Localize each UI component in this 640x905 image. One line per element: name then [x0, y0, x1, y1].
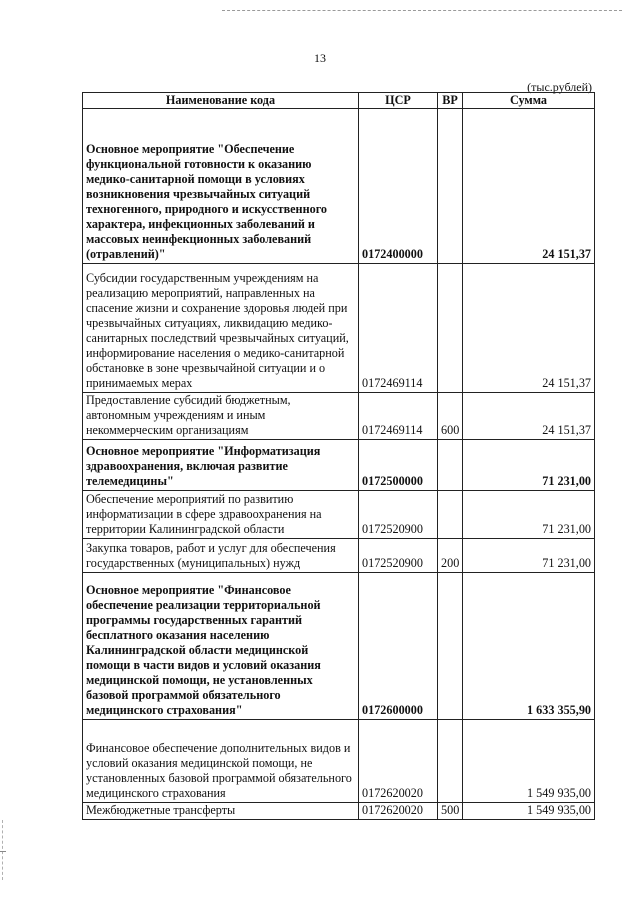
- cell-vr: [438, 264, 463, 393]
- cell-vr: [438, 573, 463, 720]
- cell-vr: 500: [438, 803, 463, 820]
- cell-sum: 24 151,37: [463, 264, 595, 393]
- cell-name: Закупка товаров, работ и услуг для обеспечения государственных (муниципальных) нужд: [83, 539, 359, 573]
- budget-table: [82, 92, 595, 820]
- cell-sum: 24 151,37: [463, 109, 595, 264]
- cell-csr: 0172400000: [359, 109, 438, 264]
- header-sum: Сумма: [463, 93, 595, 109]
- cell-csr: 0172520900: [359, 491, 438, 539]
- table-row: [83, 491, 595, 539]
- top-scan-rule: [222, 10, 622, 11]
- cell-csr: 0172600000: [359, 573, 438, 720]
- table-row: [83, 393, 595, 440]
- header-name: Наименование кода: [83, 93, 359, 109]
- cell-csr: 0172469114: [359, 264, 438, 393]
- table-row: [83, 539, 595, 573]
- units-label: (тыс.рублей): [527, 80, 592, 94]
- cell-sum: 24 151,37: [463, 393, 595, 440]
- header-vr: ВР: [438, 93, 463, 109]
- cell-vr: 600: [438, 393, 463, 440]
- cell-vr: 200: [438, 539, 463, 573]
- left-scan-tick: [0, 851, 6, 852]
- cell-name: Субсидии государственным учреждениям на реализацию мероприятий, направленных на спасение жизни и сохранение здоровья людей при чрезвычайных ситуациях, ликвидацию медико-санитарных последствий чрезвычайных ситуаций, информирование населения о медико-санитарной обстановке в зоне чрезвычайной ситуации и о принимаемых мерах: [83, 264, 359, 393]
- cell-csr: 0172520900: [359, 539, 438, 573]
- cell-name: Основное мероприятие "Обеспечение функциональной готовности к оказанию медико-санитарной помощи в условиях возникновения чрезвычайных ситуаций техногенного, природного и искусственного характера, инфекционных заболеваний и массовых неинфекционных заболеваний (отравлений)": [83, 109, 359, 264]
- cell-sum: 1 549 935,00: [463, 803, 595, 820]
- table-row: [83, 720, 595, 803]
- cell-vr: [438, 491, 463, 539]
- left-scan-mark: [2, 820, 4, 880]
- table-header-row: [83, 93, 595, 109]
- cell-sum: 71 231,00: [463, 539, 595, 573]
- cell-name: Обеспечение мероприятий по развитию информатизации в сфере здравоохранения на территории Калининградской области: [83, 491, 359, 539]
- table-row: [83, 264, 595, 393]
- cell-sum: 1 549 935,00: [463, 720, 595, 803]
- cell-name: Межбюджетные трансферты: [83, 803, 359, 820]
- page-number: 13: [314, 51, 326, 65]
- table-row: [83, 573, 595, 720]
- cell-csr: 0172469114: [359, 393, 438, 440]
- header-csr: ЦСР: [359, 93, 438, 109]
- cell-vr: [438, 720, 463, 803]
- table-row: [83, 109, 595, 264]
- cell-csr: 0172620020: [359, 720, 438, 803]
- cell-name: Предоставление субсидий бюджетным, автономным учреждениям и иным некоммерческим организациям: [83, 393, 359, 440]
- cell-name: Основное мероприятие "Финансовое обеспечение реализации территориальной программы государственных гарантий бесплатного оказания населению Калининградской области медицинской помощи в части видов и условий оказания медицинской помощи, не установленных базовой программой обязательного медицинского страхования": [83, 573, 359, 720]
- cell-name: Финансовое обеспечение дополнительных видов и условий оказания медицинской помощи, не установленных базовой программой обязательного медицинского страхования: [83, 720, 359, 803]
- cell-sum: 71 231,00: [463, 440, 595, 491]
- cell-name: Основное мероприятие "Информатизация здравоохранения, включая развитие телемедицины": [83, 440, 359, 491]
- cell-csr: 0172620020: [359, 803, 438, 820]
- cell-sum: 1 633 355,90: [463, 573, 595, 720]
- table-row: [83, 440, 595, 491]
- cell-sum: 71 231,00: [463, 491, 595, 539]
- cell-csr: 0172500000: [359, 440, 438, 491]
- cell-vr: [438, 109, 463, 264]
- table-row: [83, 803, 595, 820]
- cell-vr: [438, 440, 463, 491]
